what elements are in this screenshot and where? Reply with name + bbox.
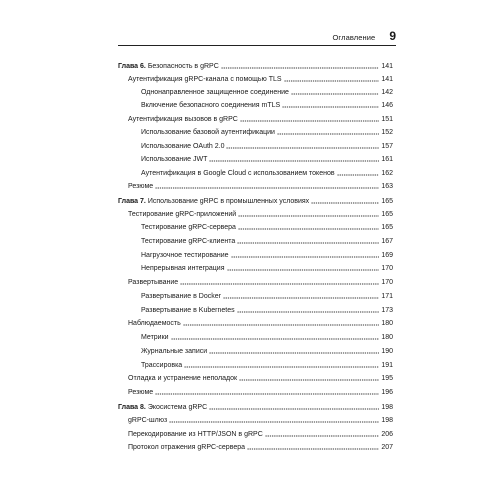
toc-entry-title [118, 62, 219, 71]
toc-entry [118, 441, 393, 452]
toc-entry-title [141, 237, 235, 246]
toc-entry-text: gRPC-шлюз [128, 417, 168, 424]
toc-entry-text: Использование JWT [141, 156, 208, 163]
toc-entry-title [141, 128, 275, 137]
dot-leader [171, 338, 379, 340]
toc-entry [118, 140, 393, 151]
toc-entry-text: Аутентификация вызовов в gRPC [128, 116, 238, 123]
running-header-title: Оглавление [332, 33, 376, 42]
toc-entry-title [128, 388, 153, 397]
toc-entry [118, 304, 393, 315]
chapter-label: Глава 7. [118, 198, 146, 205]
toc-entry-title [128, 75, 282, 84]
toc-entry-text: Развертывание в Kubernetes [141, 307, 235, 314]
toc-entry [118, 113, 393, 124]
toc-entry [118, 249, 393, 260]
toc-page-number: 170 [381, 265, 393, 272]
toc-entry-title [141, 169, 335, 178]
toc-page-number: 180 [381, 334, 393, 341]
toc-page-number: 152 [381, 129, 393, 136]
toc-page-number: 141 [381, 63, 393, 70]
toc-entry-text: Перекодирование из HTTP/JSON в gRPC [128, 431, 263, 438]
toc-entry-title [141, 88, 289, 97]
toc-entry-text: Резюме [128, 389, 154, 396]
toc-entry [118, 414, 393, 425]
dot-leader [282, 106, 379, 108]
toc-page-number: 167 [381, 238, 393, 245]
toc-page-number: 170 [381, 279, 393, 286]
toc-page-number: 171 [381, 293, 393, 300]
toc-page-number: 196 [381, 389, 393, 396]
toc-entry-text: Использование базовой аутентификации [141, 129, 275, 136]
toc-entry [118, 180, 393, 191]
toc-page-number: 207 [381, 444, 393, 451]
toc-entry-text: Включение безопасного соединения mTLS [141, 102, 281, 109]
toc-entry-text: Использование gRPC в промышленных условиях [147, 198, 310, 205]
toc-page-number: 190 [381, 348, 393, 355]
toc-entry-text: Наблюдаемость [128, 320, 181, 327]
toc-page-number: 146 [381, 102, 393, 109]
toc-entry [118, 428, 393, 439]
toc-entry-text: Аутентификация gRPC-канала с помощью TLS [128, 76, 282, 83]
toc-entry [118, 276, 393, 287]
toc-entry-text: Резюме [128, 183, 154, 190]
toc-entry [118, 167, 393, 178]
toc-entry [118, 317, 393, 328]
toc-entry-text: Журнальные записи [141, 348, 208, 355]
toc-entry-text: Использование OAuth 2.0 [141, 143, 225, 150]
toc-entry-text: Непрерывная интеграция [141, 265, 225, 272]
toc-entry-title [128, 210, 236, 219]
toc-entry [118, 86, 393, 97]
toc-page-number: 162 [381, 170, 393, 177]
toc-entry-text: Развертывание [128, 279, 179, 286]
toc-entry [118, 73, 393, 84]
dot-leader [180, 283, 379, 285]
dot-leader [184, 366, 379, 368]
toc-entry-text: Безопасность в gRPC [147, 63, 219, 70]
dot-leader [231, 256, 379, 258]
toc-entry [118, 345, 393, 356]
toc-entry-title [128, 430, 263, 439]
toc-entry-title [141, 306, 235, 315]
toc-entry [118, 359, 393, 370]
toc-entry [118, 235, 393, 246]
toc-page-number: 165 [381, 211, 393, 218]
dot-leader [337, 174, 379, 176]
toc-page-number: 151 [381, 116, 393, 123]
toc-page-number: 169 [381, 252, 393, 259]
dot-leader [155, 187, 379, 189]
toc-entry-title [128, 416, 167, 425]
toc-entry-title [128, 182, 153, 191]
dot-leader [238, 215, 379, 217]
dot-leader [265, 435, 379, 437]
chapter-label: Глава 8. [118, 404, 146, 411]
toc-entry-title [128, 443, 245, 452]
toc-entry-text: Тестирование gRPC-приложений [128, 211, 237, 218]
toc-page-number: 173 [381, 307, 393, 314]
dot-leader [226, 147, 379, 149]
toc-entry-title [128, 115, 238, 124]
dot-leader [284, 80, 379, 82]
page-number: 9 [389, 29, 396, 43]
toc-entry-title [141, 155, 207, 164]
dot-leader [239, 379, 379, 381]
dot-leader [227, 269, 379, 271]
toc-page-number: 198 [381, 404, 393, 411]
toc-page-number: 206 [381, 431, 393, 438]
toc-entry-title [118, 197, 309, 206]
toc-entry-text: Трассировка [141, 362, 183, 369]
toc-entry-text: Протокол отражения gRPC-сервера [128, 444, 246, 451]
toc-chapter-entry [118, 401, 393, 412]
toc-page-number: 180 [381, 320, 393, 327]
dot-leader [311, 202, 379, 204]
toc-entry [118, 290, 393, 301]
dot-leader [209, 352, 379, 354]
dot-leader [169, 421, 379, 423]
toc-entry-title [141, 292, 221, 301]
toc-entry-text: Тестирование gRPC-клиента [141, 238, 236, 245]
toc-entry-title [141, 223, 236, 232]
toc-chapter-entry [118, 60, 393, 71]
dot-leader [183, 324, 379, 326]
toc-page-number: 141 [381, 76, 393, 83]
dot-leader [221, 67, 379, 69]
toc-entry [118, 386, 393, 397]
toc-page-number: 165 [381, 198, 393, 205]
toc-entry [118, 99, 393, 110]
toc-entry-title [128, 278, 178, 287]
toc-entry [118, 331, 393, 342]
toc-entry [118, 126, 393, 137]
toc-page-number: 157 [381, 143, 393, 150]
toc-entry [118, 208, 393, 219]
toc-page-number: 161 [381, 156, 393, 163]
dot-leader [277, 133, 379, 135]
toc-page-number: 163 [381, 183, 393, 190]
dot-leader [209, 408, 379, 410]
dot-leader [223, 297, 379, 299]
dot-leader [247, 448, 379, 450]
toc-entry-title [141, 333, 169, 342]
dot-leader [238, 228, 379, 230]
dot-leader [237, 242, 379, 244]
toc-chapter-entry [118, 195, 393, 206]
toc-entry-title [141, 142, 224, 151]
toc-page-number: 142 [381, 89, 393, 96]
toc-entry-text: Метрики [141, 334, 169, 341]
toc-entry-title [118, 403, 207, 412]
toc-entry-title [141, 264, 225, 273]
toc-entry-title [141, 361, 182, 370]
toc-entry-text: Нагрузочное тестирование [141, 252, 229, 259]
chapter-label: Глава 6. [118, 63, 146, 70]
toc-entry [118, 221, 393, 232]
toc-page-number: 198 [381, 417, 393, 424]
dot-leader [209, 160, 379, 162]
toc-entry [118, 262, 393, 273]
toc-entry-title [141, 347, 207, 356]
dot-leader [240, 120, 379, 122]
toc-entry [118, 372, 393, 383]
toc-entry-text: Экосистема gRPC [147, 404, 208, 411]
toc-entry-title [141, 251, 229, 260]
dot-leader [155, 393, 379, 395]
toc-entry-title [128, 319, 181, 328]
toc-entry [118, 153, 393, 164]
dot-leader [291, 93, 379, 95]
toc-entry-title [141, 101, 280, 110]
toc-entry-text: Однонаправленное защищенное соединение [141, 89, 289, 96]
toc-entry-text: Отладка и устранение неполадок [128, 375, 238, 382]
running-header [118, 27, 396, 46]
toc-entry-text: Аутентификация в Google Cloud с использованием токенов [141, 170, 335, 177]
toc-entry-title [128, 374, 237, 383]
toc-entry-text: Тестирование gRPC-сервера [141, 224, 236, 231]
toc-page-number: 165 [381, 224, 393, 231]
dot-leader [237, 311, 379, 313]
toc-page-number: 191 [381, 362, 393, 369]
toc-entry-text: Развертывание в Docker [141, 293, 221, 300]
toc-page-number: 195 [381, 375, 393, 382]
